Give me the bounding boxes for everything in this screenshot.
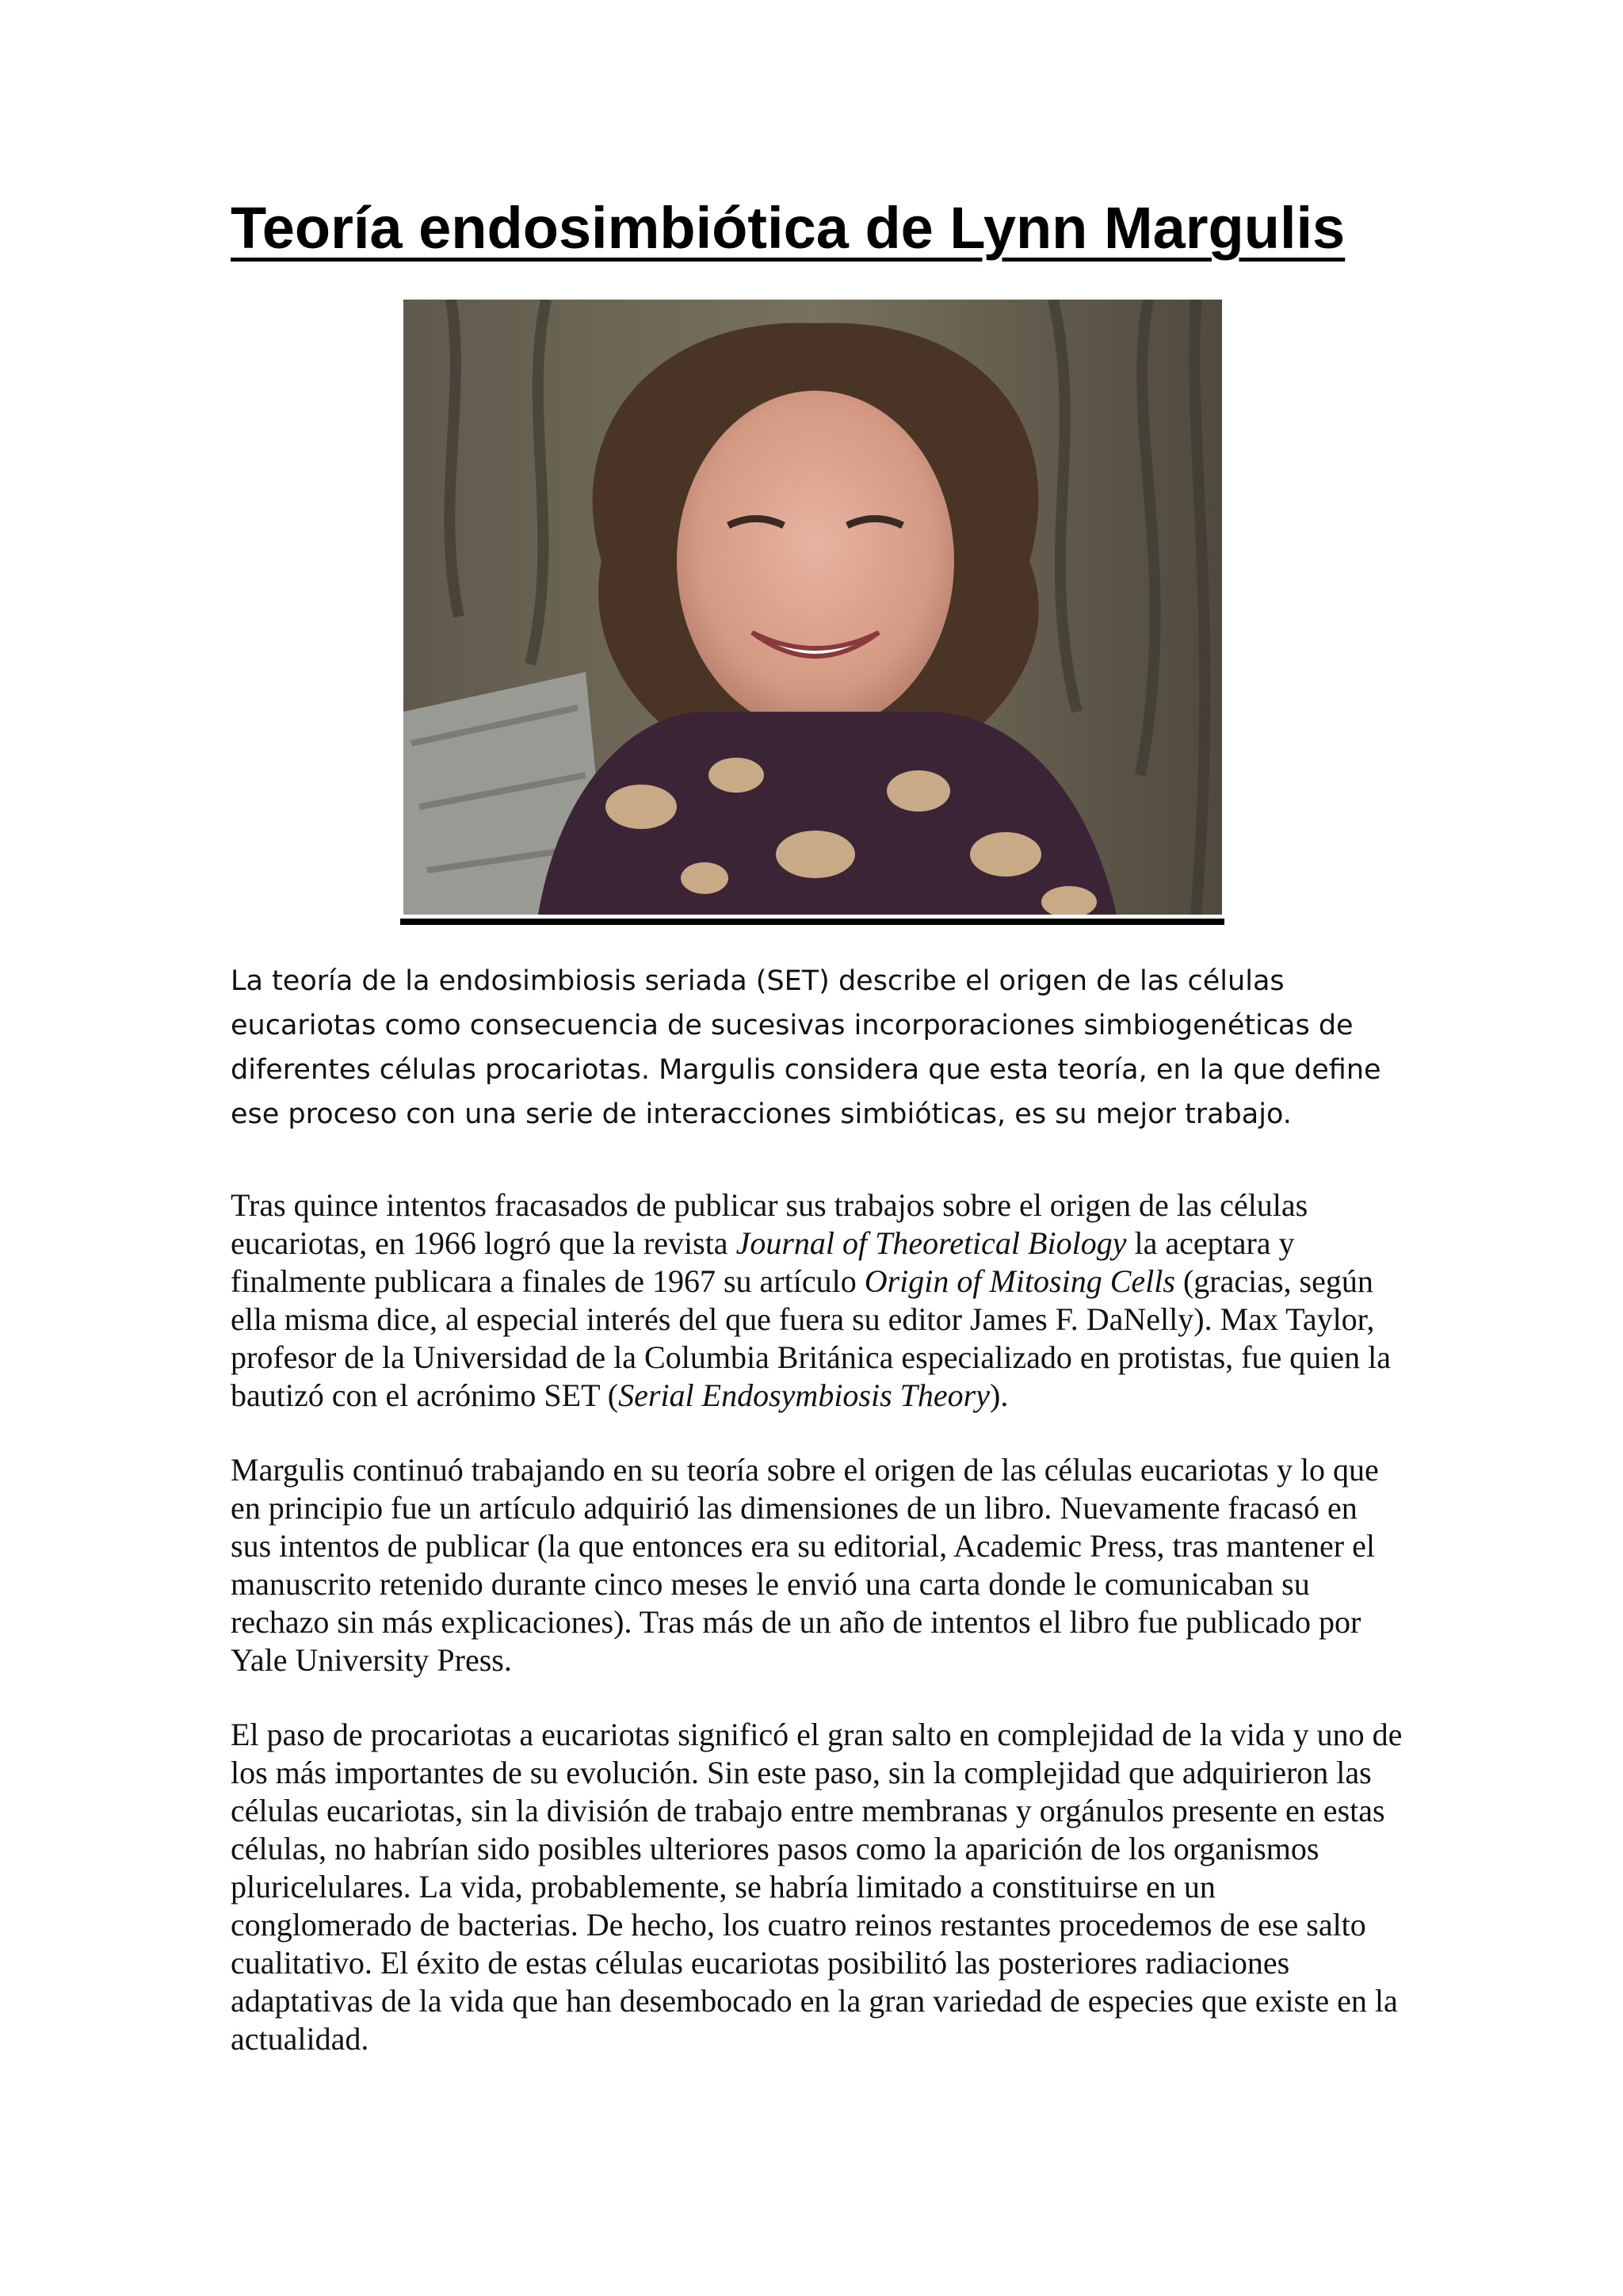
paragraph-text: ). (990, 1377, 1009, 1413)
face (677, 391, 954, 732)
paragraph-eukaryote-significance: El paso de procariotas a eucariotas significó el gran salto en complejidad de la vida y uno de los más importantes de su evolución. Sin este paso, sin la complejidad que adquirieron las células eucariotas, sin la división de trabajo entre membranas y orgánulos presente en estas células, no habrían sido posibles ulteriores pasos como la aparición de los organismos pluricelulares. La vida, probablemente, se habría limitado a constituirse en un conglomerado de bacterias. De hecho, los cuatro reinos restantes procedemos de ese salto cualitativo. El éxito de estas células eucariotas posibilitó las posteriores radiaciones adaptativas de la vida que han desembocado en la gran variedad de especies que existe en la actualidad. (231, 1717, 1403, 2057)
paragraph-set-intro: La teoría de la endosimbiosis seriada (SET) describe el origen de las células eucariotas como consecuencia de sucesivas incorporaciones simbiogenéticas de diferentes células procariotas. Margulis considera que esta teoría, en la que define ese proceso con una serie de interacciones simbióticas, es su mejor trabajo. (231, 965, 1381, 1130)
paragraph-publication-history (231, 1186, 1403, 1415)
journal-title: Journal of Theoretical Biology (735, 1225, 1127, 1261)
page-title: Teoría endosimbiótica de Lynn Margulis (231, 195, 1346, 261)
paragraph-text: la aceptara y finalmente publicara a finales de 1967 su artículo (231, 1225, 1295, 1299)
paragraph-book-publication: Margulis continuó trabajando en su teoría sobre el origen de las células eucariotas y lo que en principio fue un artículo adquirió las dimensiones de un libro. Nuevamente fracasó en sus intentos de publicar (la que entonces era su editorial, Academic Press, tras mantener el manuscrito retenido durante cinco meses le envió una carta donde le comunicaban su rechazo sin más explicaciones). Tras más de un año de intentos el libro fue publicado por Yale University Press. (231, 1452, 1379, 1678)
paragraph-text: (gracias, según ella misma dice, al especial interés del que fuera su editor James F. DaNelly). Max Taylor, profesor de la Universidad de la Columbia Británica especializado en protistas, fue quien la bautizó con el acrónimo SET ( (231, 1263, 1391, 1413)
acronym-expansion: Serial Endosymbiosis Theory (618, 1377, 990, 1413)
article-title: Origin of Mitosing Cells (864, 1263, 1175, 1299)
paragraph-text: Tras quince intentos fracasados de publicar sus trabajos sobre el origen de las células eucariotas, en 1966 logró que la revista (231, 1187, 1308, 1261)
portrait-photo (403, 300, 1222, 915)
portrait-underline (400, 919, 1224, 925)
portrait-illustration (403, 300, 1222, 915)
